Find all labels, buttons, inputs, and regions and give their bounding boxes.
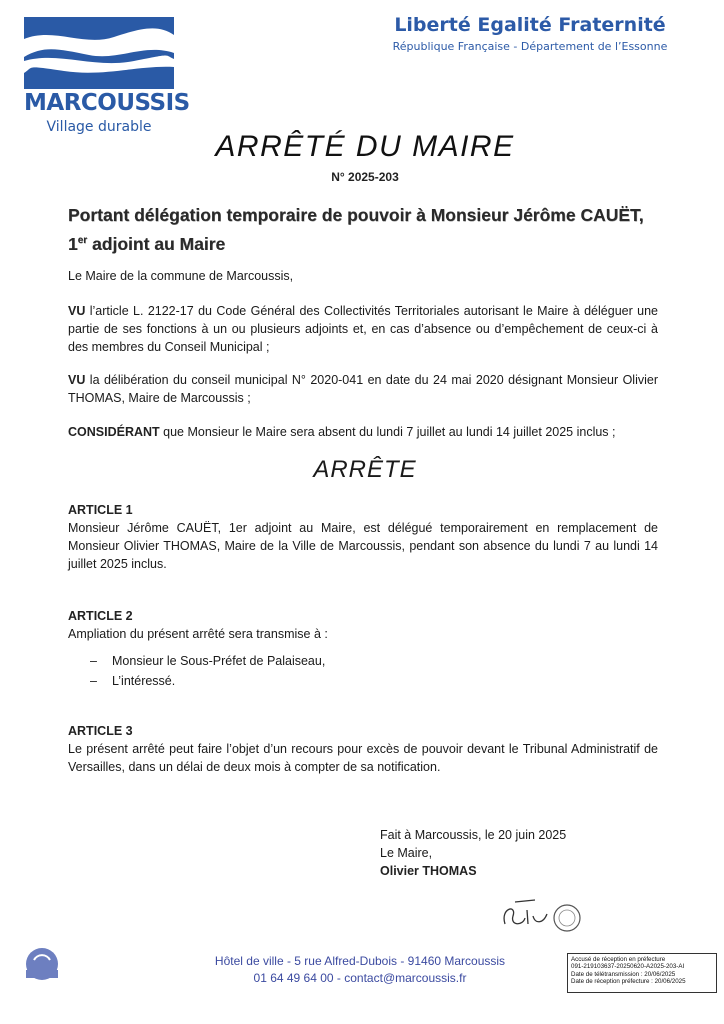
considerant-keyword: CONSIDÉRANT: [68, 425, 160, 439]
place-date: Fait à Marcoussis, le 20 juin 2025: [380, 828, 567, 842]
logo-name: MARCOUSSIS: [24, 90, 190, 116]
subject-line-2: [68, 228, 688, 257]
vu-paragraph-1: [68, 302, 658, 356]
vu-paragraph-2: [68, 371, 658, 407]
receipt-line: Date de réception préfecture : 20/06/2025: [571, 978, 686, 986]
subject-ordinal-sup: er: [77, 235, 88, 246]
vu-keyword: VU: [68, 373, 86, 387]
vu-text: l’article L. 2122-17 du Code Général des Collectivités Territoriales autorisant le Maire à déléguer une partie de ses fonctions à un ou plusieurs adjoints et, en cas d’absence ou d’empêchement de ceux-ci à des membres du Conseil Municipal ;: [68, 304, 658, 354]
vu-keyword: VU: [68, 304, 86, 318]
prefecture-receipt-box: [567, 953, 717, 993]
republic-motto: Liberté Egalité Fraternité: [394, 14, 666, 36]
receipt-line: 091-219103637-20250620-A2025-203-AI: [571, 963, 685, 971]
footer-address: Hôtel de ville - 5 rue Alfred-Dubois - 91460 Marcoussis: [214, 954, 506, 968]
decree-number: N° 2025-203: [331, 170, 399, 184]
footer-contact: 01 64 49 64 00 - contact@marcoussis.fr: [253, 971, 467, 985]
vu-text: la délibération du conseil municipal N° 2020-041 en date du 24 mai 2020 désignant Monsieur Olivier THOMAS, Maire de Marcoussis ;: [68, 373, 658, 405]
cycle-logo: [22, 946, 62, 982]
article-3-text: Le présent arrêté peut faire l’objet d’un recours pour excès de pouvoir devant le Tribunal Administratif de Versailles, dans un délai de deux mois à compter de sa notification.: [68, 742, 658, 774]
list-dash: –: [90, 674, 97, 688]
list-dash: –: [90, 654, 97, 668]
article-1-text: Monsieur Jérôme CAUËT, 1er adjoint au Maire, est délégué temporairement en remplacement de Monsieur Olivier THOMAS, Maire de la Ville de Marcoussis, pendant son absence du lundi 7 au lundi 14 juillet 2025 inclus.: [68, 521, 658, 571]
decree-subject: [68, 202, 688, 257]
recipient-list: [90, 651, 325, 691]
receipt-line: Accusé de réception en préfecture: [571, 956, 666, 963]
list-item-text: Monsieur le Sous-Préfet de Palaiseau,: [112, 654, 326, 668]
considerant-text: que Monsieur le Maire sera absent du lundi 7 juillet au lundi 14 juillet 2025 inclus ;: [159, 425, 616, 439]
subject-line-1: Portant délégation temporaire de pouvoir à Monsieur Jérôme CAUËT,: [68, 205, 644, 225]
list-item-text: L’intéressé.: [112, 674, 176, 688]
article-2-text: Ampliation du présent arrêté sera transmise à :: [68, 627, 328, 641]
receipt-line: Date de télétransmission : 20/06/2025: [571, 970, 676, 978]
signer-role: Le Maire,: [380, 846, 433, 860]
article-3-heading: ARTICLE 3: [68, 724, 133, 738]
signature-block: [380, 826, 566, 880]
article-1-heading: ARTICLE 1: [68, 503, 133, 517]
document-title: ARRÊTÉ DU MAIRE: [215, 130, 515, 163]
list-item: [90, 651, 325, 671]
article-2-heading: ARTICLE 2: [68, 609, 133, 623]
signer-name: Olivier THOMAS: [380, 864, 477, 878]
list-item: [90, 671, 325, 691]
handwritten-signature: [495, 896, 585, 936]
subject-role: adjoint au Maire: [87, 233, 226, 254]
considerant-paragraph: [68, 423, 658, 441]
logo-tagline: Village durable: [46, 119, 152, 135]
intro-paragraph: Le Maire de la commune de Marcoussis,: [68, 269, 294, 283]
republic-subtitle: République Française - Département de l’Essonne: [392, 40, 668, 53]
subject-ordinal: 1: [68, 233, 78, 254]
arrete-heading: ARRÊTE: [313, 456, 417, 483]
